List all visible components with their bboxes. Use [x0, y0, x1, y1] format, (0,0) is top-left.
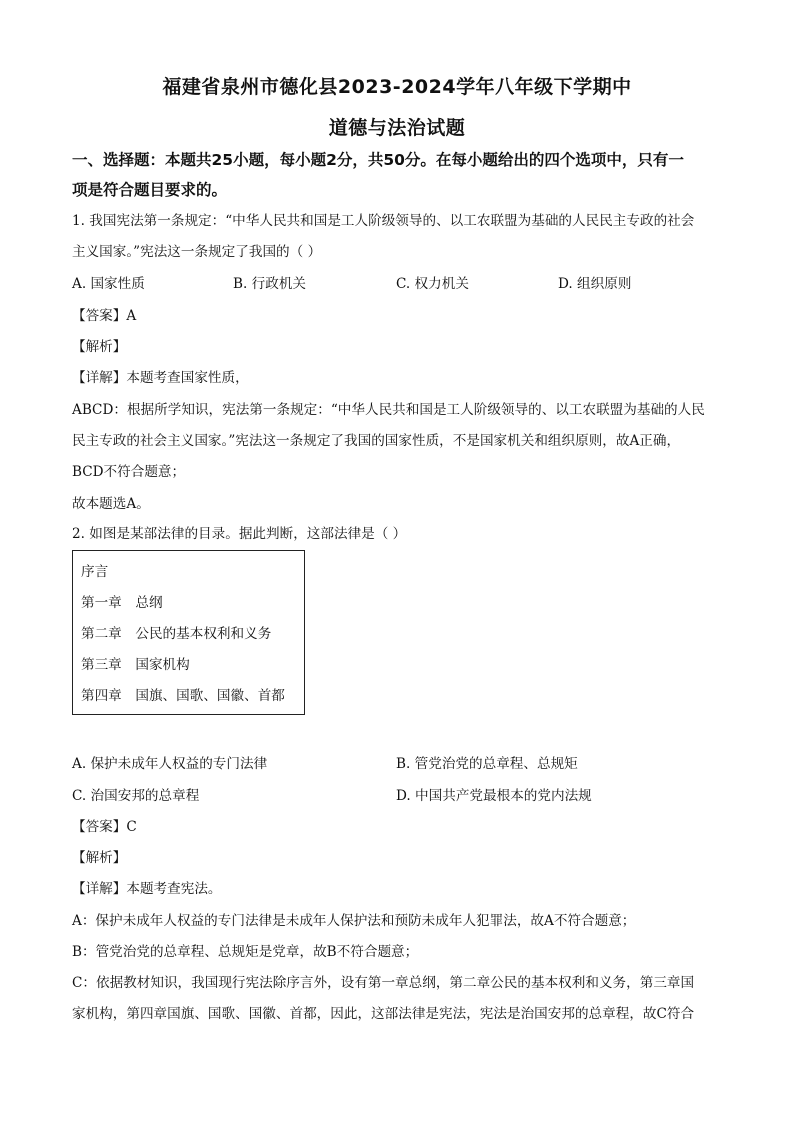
q2-detail-c-line1: C：依据教材知识，我国现行宪法除序言外，设有第一章总纲，第二章公民的基本权利和义务，第三章国	[72, 975, 695, 991]
q1-option-d: D. 组织原则	[558, 276, 632, 292]
q1-detail-line1: 【详解】本题考查国家性质，	[72, 370, 249, 386]
q1-stem-line1: 1. 我国宪法第一条规定：“中华人民共和国是工人阶级领导的、以工农联盟为基础的人民民主专政的社会	[72, 213, 695, 229]
q2-option-c: C. 治国安邦的总章程	[72, 788, 200, 804]
q1-detail-line3: 民主专政的社会主义国家。”宪法这一条规定了我国的国家性质，不是国家机关和组织原则，故A正确，	[72, 433, 681, 449]
section-instruction-line1: 一、选择题：本题共25小题，每小题2分，共50分。在每小题给出的四个选项中，只有一	[72, 151, 684, 169]
q1-detail-line4: BCD不符合题意；	[72, 464, 186, 480]
q2-stem: 2. 如图是某部法律的目录。据此判断，这部法律是（ ）	[72, 526, 407, 542]
q1-option-b: B. 行政机关	[233, 276, 307, 292]
detail-tag: 【详解】	[72, 370, 127, 386]
q2-option-d: D. 中国共产党最根本的党内法规	[396, 788, 592, 804]
exam-title-line1: 福建省泉州市德化县2023-2024学年八年级下学期中	[162, 76, 632, 98]
q2-detail-a: A：保护未成年人权益的专门法律是未成年人保护法和预防未成年人犯罪法，故A不符合题意；	[72, 913, 636, 929]
toc-item: 序言	[81, 564, 109, 580]
q2-answer	[72, 817, 137, 837]
q2-option-b: B. 管党治党的总章程、总规矩	[396, 756, 578, 772]
exam-title-line2: 道德与法治试题	[328, 117, 466, 139]
toc-item: 第四章 国旗、国歌、国徽、首都	[81, 688, 285, 704]
answer-tag: 【答案】	[72, 819, 127, 835]
detail-tag: 【详解】	[72, 881, 127, 897]
answer-tag: 【答案】	[72, 308, 127, 324]
q1-detail-line2: ABCD：根据所学知识，宪法第一条规定：“中华人民共和国是工人阶级领导的、以工农联盟为基础的人民	[72, 402, 705, 418]
q2-detail-b: B：管党治党的总章程、总规矩是党章，故B不符合题意；	[72, 944, 419, 960]
q1-analysis-tag: 【解析】	[72, 339, 127, 355]
q2-detail-line1: 【详解】本题考查宪法。	[72, 881, 222, 897]
toc-item: 第二章 公民的基本权利和义务	[81, 626, 272, 642]
q1-stem-line2: 主义国家。”宪法这一条规定了我国的（ ）	[72, 244, 322, 260]
q1-option-a: A. 国家性质	[72, 276, 145, 292]
q1-option-c: C. 权力机关	[396, 276, 469, 292]
q1-detail-line5: 故本题选A。	[72, 496, 150, 512]
section-instruction-line2: 项是符合题目要求的。	[72, 181, 228, 199]
q2-option-a: A. 保护未成年人权益的专门法律	[72, 756, 268, 772]
toc-item: 第一章 总纲	[81, 595, 163, 611]
q2-detail-c-line2: 家机构，第四章国旗、国歌、国徽、首都，因此，这部法律是宪法，宪法是治国安邦的总章程，故C符合	[72, 1006, 695, 1022]
answer-value: A	[126, 308, 137, 324]
answer-value: C	[126, 819, 137, 835]
law-table-of-contents	[72, 550, 305, 715]
q1-answer	[72, 306, 136, 326]
q2-analysis-tag: 【解析】	[72, 850, 127, 866]
toc-item: 第三章 国家机构	[81, 657, 190, 673]
